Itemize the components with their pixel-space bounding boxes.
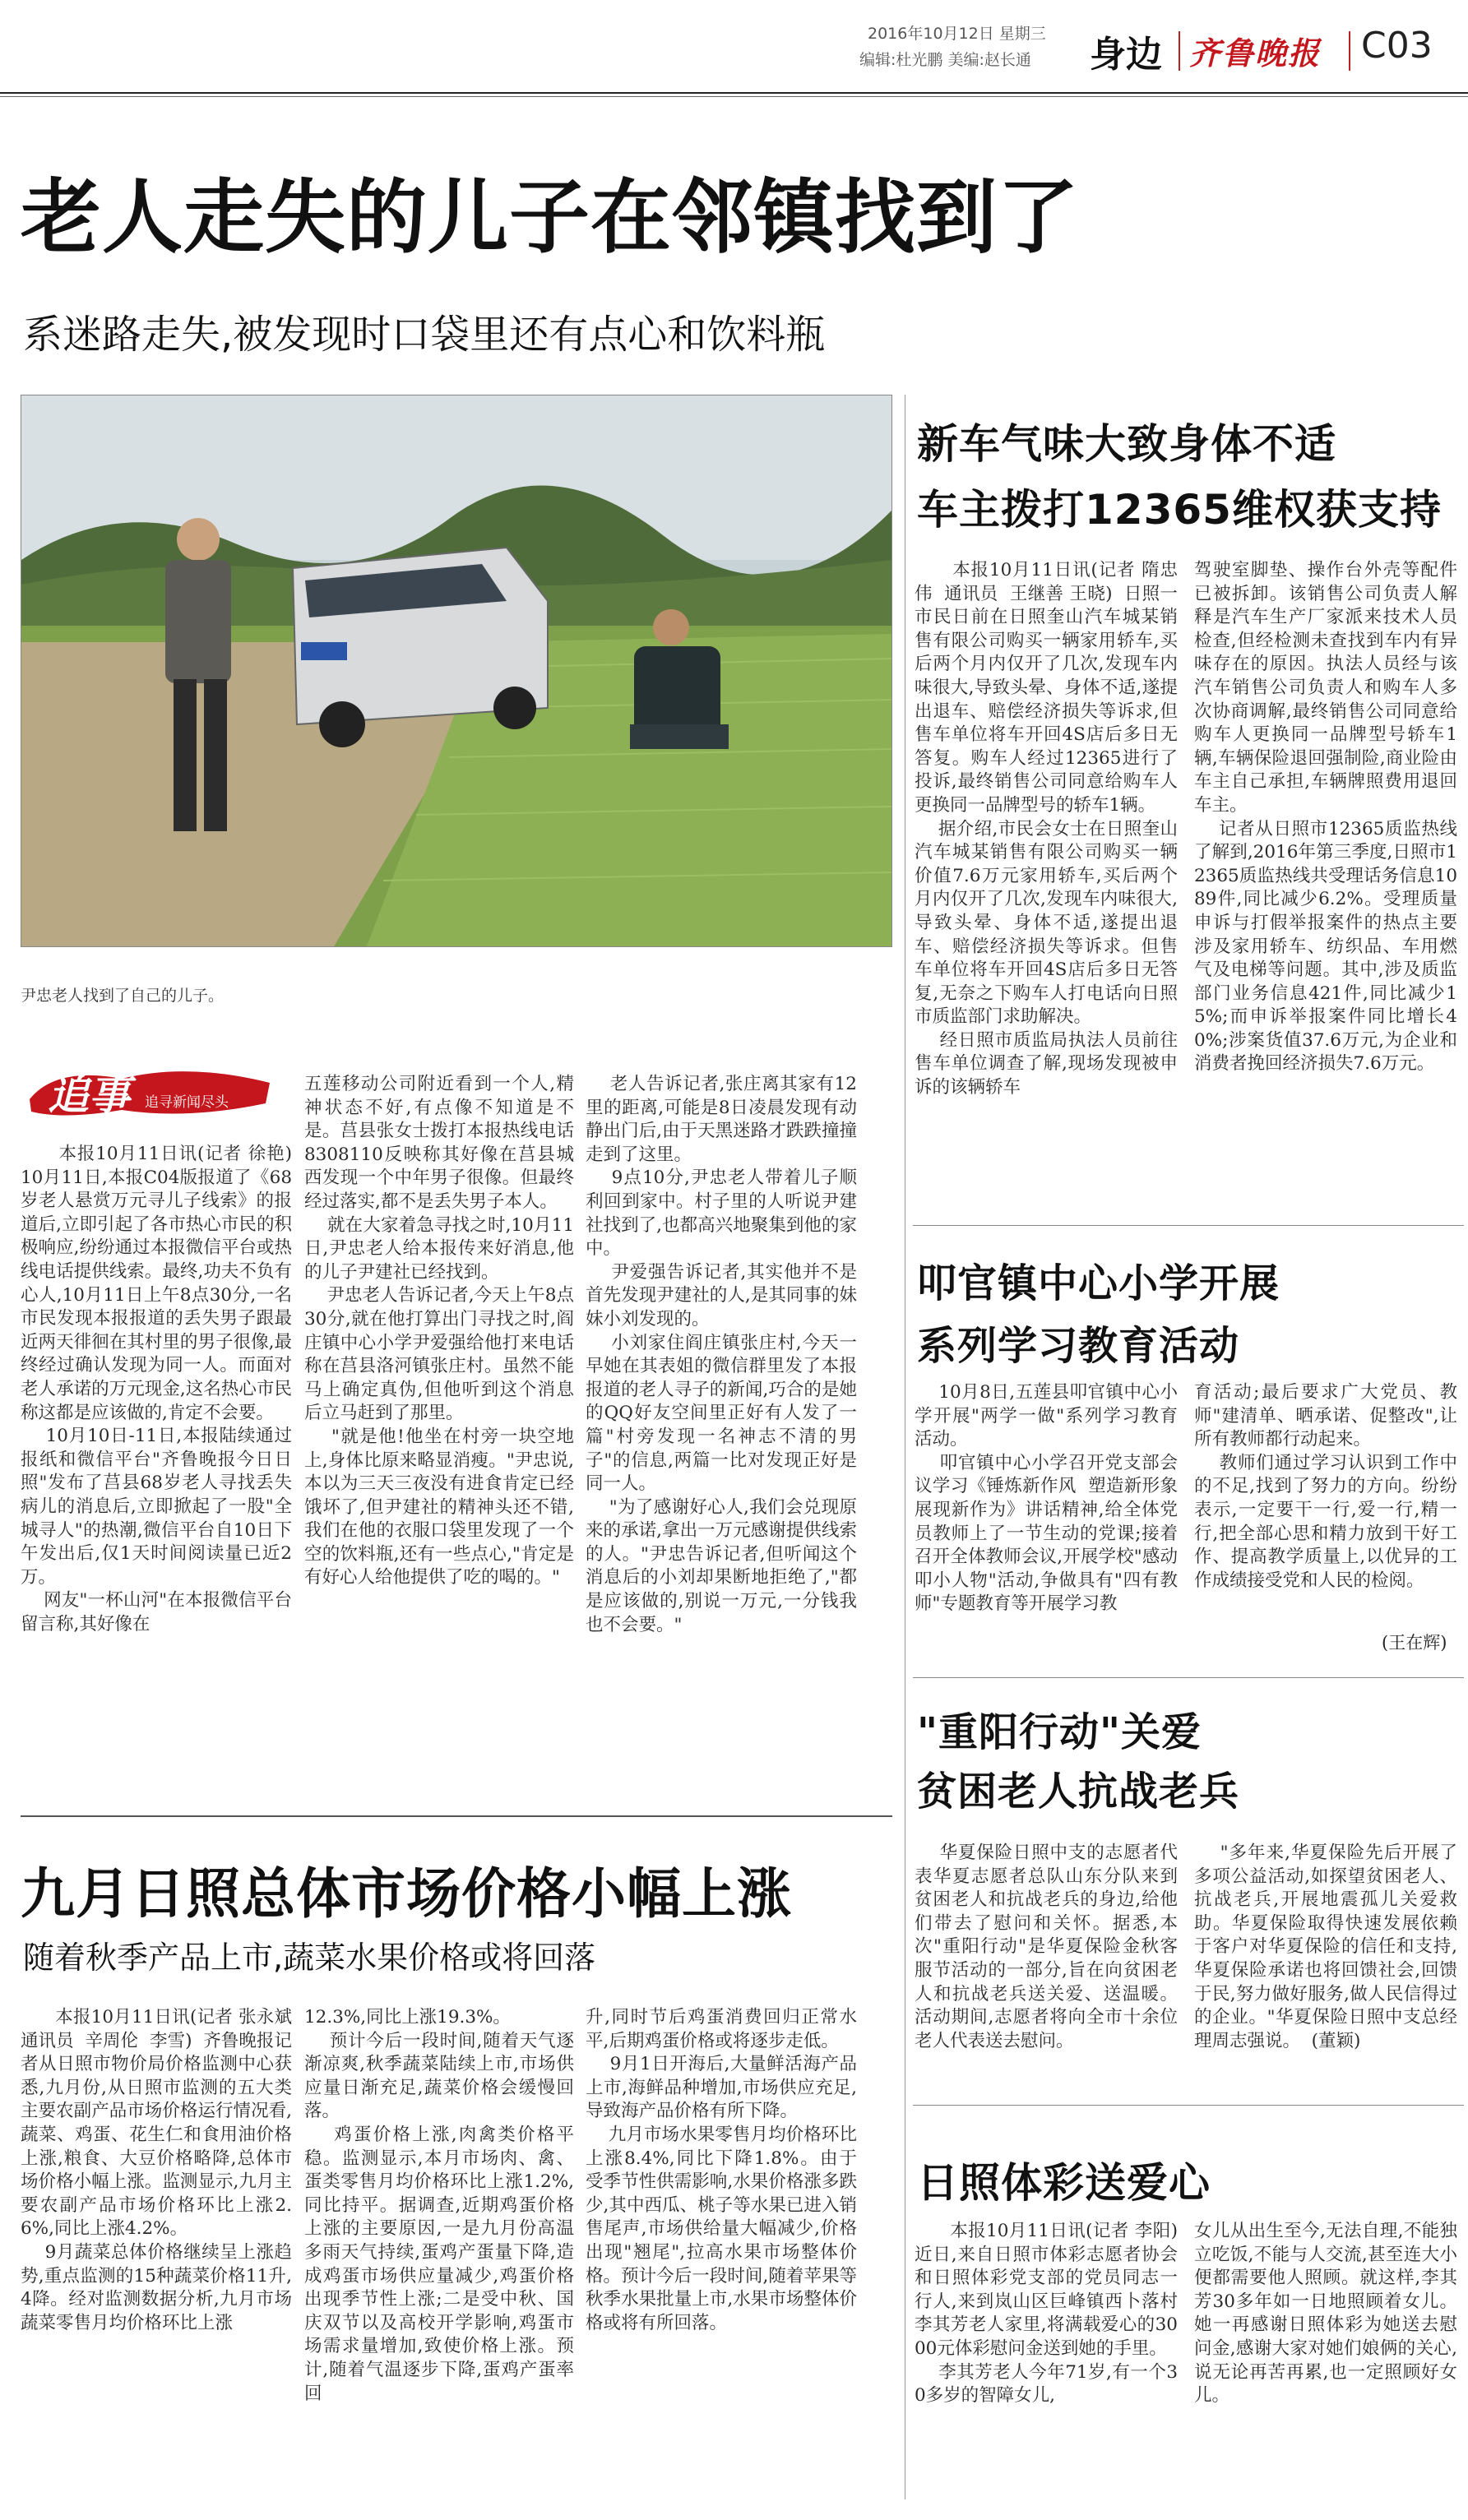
- story5-column-2: 12.3%,同比上涨19.3%。 预计今后一段时间,随着天气逐渐凉爽,秋季蔬菜陆续上市,市场供应量日渐充足,蔬菜价格会缓慢回落。 鸡蛋价格上涨,肉禽类价格平稳。监测显示,本月市场肉、禽、蛋类零售月均价格环比上涨1.2%,同比持平。据调查,近期鸡蛋价格上涨的主要原因,一是九月份高温多雨天气持续,蛋鸡产蛋量下降,造成鸡蛋市场供应量减少,鸡蛋价格出现季节性上涨;二是受中秋、国庆双节以及高校开学影响,鸡蛋市场需求量增加,致使价格上涨。预计,随着气温逐步下降,蛋鸡产蛋率回: [304, 2007, 574, 2404]
- section-label: 身边: [1090, 34, 1162, 76]
- lead-subtitle: 系迷路走失,被发现时口袋里还有点心和饮料瓶: [23, 312, 826, 358]
- story5-subtitle: 随着秋季产品上市,蔬菜水果价格或将回落: [23, 1940, 596, 1976]
- story2-title-2: 车主拨打12365维权获支持: [917, 486, 1442, 534]
- story4-bottom-rule: [913, 2105, 1464, 2106]
- lead-column-1: 本报10月11日讯(记者 徐艳) 10月11日,本报C04版报道了《68岁老人悬赏万元寻儿子线索》的报道后,立即引起了各市热心市民的积极响应,纷纷通过本报微信平台或热线电话提供线索。最终,功夫不负有心人,10月11日上午8点30分,一名市民发现本报报道的丢失男子跟最近两天徘徊在其村里的男子很像,最终经过确认发现为同一人。而面对老人承诺的万元现金,这名热心市民称这都是应该做的,肯定不会要。 10月10日-11日,本报陆续通过报纸和微信平台"齐鲁晚报今日日照"发布了莒县68岁老人寻找丢失病儿的消息后,立即掀起了一股"全城寻人"的热潮,微信平台自10日下午发出后,仅1天时间阅读量已近2万。 网友"一杯山河"在本报微信平台留言称,其好像在: [21, 1144, 293, 1635]
- logo-main-text: 追事: [48, 1070, 130, 1119]
- lead-photo: [21, 395, 892, 947]
- lead-title: 老人走失的儿子在邻镇找到了: [21, 171, 1080, 265]
- story3-author: (王在辉): [1382, 1633, 1447, 1653]
- editors-line: 编辑:杜光鹏 美编:赵长通: [859, 51, 1031, 69]
- section-logo: [23, 1054, 278, 1128]
- masthead-rule-thin: [0, 96, 1468, 97]
- story2-column-2: 驾驶室脚垫、操作台外壳等配件已被拆卸。该销售公司负责人解释是汽车生产厂家派来技术人员检查,但经检测未查找到车内有异味存在的原因。执法人员经与该汽车销售公司负责人和购车人多次协商调解,最终销售公司同意给购车人更换同一品牌型号轿车1辆,车辆保险退回强制险,商业险由车主自己承担,车辆牌照费用退回车主。 记者从日照市12365质监热线了解到,2016年第三季度,日照市12365质监热线共受理话务信息1089件,同比减少6.2%。受理质量申诉与打假举报案件的热点主要涉及家用轿车、纺织品、车用燃气及电梯等问题。其中,涉及质监部门业务信息421件,同比减少15%;而申诉举报案件同比增长40%;涉案货值37.6万元,为企业和消费者挽回经济损失7.6万元。: [1194, 560, 1457, 1075]
- story5-column-3: 升,同时节后鸡蛋消费回归正常水平,后期鸡蛋价格或将逐步走低。 9月1日开海后,大量鲜活海产品上市,海鲜品种增加,市场供应充足,导致海产品价格有所下降。 九月市场水果零售月均价格环比上涨8.4%,同比下降1.8%。由于受季节性供需影响,水果价格涨多跌少,其中西瓜、桃子等水果已进入销售尾声,市场供给量大幅减少,价格出现"翘尾",拉高水果市场整体价格。预计今后一段时间,随着苹果等秋季水果批量上市,水果市场整体价格或将有所回落。: [586, 2007, 857, 2333]
- story5-title: 九月日照总体市场价格小幅上涨: [21, 1862, 792, 1926]
- story3-title-2: 系列学习教育活动: [917, 1323, 1240, 1369]
- story4-title-1: "重阳行动"关爱: [917, 1709, 1202, 1755]
- photo-caption: 尹忠老人找到了自己的儿子。: [21, 987, 225, 1005]
- story3-bottom-rule: [913, 1677, 1464, 1678]
- story3-column-2: 育活动;最后要求广大党员、教师"建清单、晒承诺、促整改",让所有教师都行动起来。 教师们通过学习认识到工作中的不足,找到了努力的方向。纷纷表示,一定要干一行,爱一行,精一行,把全部心思和精力放到干好工作、提高教学质量上,以优异的工作成绩接受党和人民的检阅。: [1194, 1382, 1457, 1591]
- field-scene-image: [21, 395, 891, 946]
- story2-bottom-rule: [913, 1225, 1464, 1226]
- lead-column-3: 老人告诉记者,张庄离其家有12里的距离,可能是8日凌晨发现有动静出门后,由于天黑迷路才跌跌撞撞走到了这里。 9点10分,尹忠老人带着儿子顺利回到家中。村子里的人听说尹建社找到了,也都高兴地聚集到他的家中。 尹爱强告诉记者,其实他并不是首先发现尹建社的人,是其同事的妹妹小刘发现的。 小刘家住阎庄镇张庄村,今天一早她在其表姐的微信群里发了本报报道的老人寻子的新闻,巧合的是她的QQ好友空间里正好有人发了一篇"村旁发现一名神志不清的男子"的信息,两篇一比对发现正好是同一人。 "为了感谢好心人,我们会兑现原来的承诺,拿出一万元感谢提供线索的人。"尹忠告诉记者,但听闻这个消息后的小刘却果断地拒绝了,"都是应该做的,别说一万元,一分钱我也不会要。": [586, 1074, 857, 1635]
- page-code: C03: [1361, 25, 1433, 67]
- story2-title-1: 新车气味大致身体不适: [917, 420, 1336, 468]
- logo-sub-text: 追寻新闻尽头: [145, 1094, 229, 1111]
- story6-column-1: 本报10月11日讯(记者 李阳) 近日,来自日照市体彩志愿者协会和日照体彩党支部的党员同志一行人,来到岚山区巨峰镇西卜落村李其芳老人家里,将满载爱心的3000元体彩慰问金送到她的手里。 李其芳老人今年71岁,有一个30多岁的智障女儿,: [915, 2221, 1179, 2407]
- story3-column-1: 10月8日,五莲县叩官镇中心小学开展"两学一做"系列学习教育活动。 叩官镇中心小学召开党支部会议学习《锤炼新作风 塑造新形象 展现新作为》讲话精神,给全体党员教师上了一节生动的党课;接着召开全体教师会议,开展学校"感动叩小人物"活动,争做具有"四有教师"专题教育等开展学习教: [915, 1382, 1179, 1615]
- story4-column-1: 华夏保险日照中支的志愿者代表华夏志愿者总队山东分队来到贫困老人和抗战老兵的身边,给他们带去了慰问和关怀。据悉,本次"重阳行动"是华夏保险金秋客服节活动的一部分,旨在向贫困老人和抗战老兵送关爱、送温暖。活动期间,志愿者将向全市十余位老人代表送去慰问。: [915, 1843, 1178, 2051]
- paper-logo: 齐鲁晚报: [1189, 35, 1322, 72]
- lead-column-2: 五莲移动公司附近看到一个人,精神状态不好,有点像不知道是不是。莒县张女士拨打本报热线电话8308110反映称其好像在莒县城西发现一个中年男子很像。但最终经过落实,都不是丢失男子本人。 就在大家着急寻找之时,10月11日,尹忠老人给本报传来好消息,他的儿子尹建社已经找到。 尹忠老人告诉记者,今天上午8点30分,就在他打算出门寻找之时,阎庄镇中心小学尹爱强给他打来电话称在莒县洛河镇张庄村。虽然不能马上确定真伪,但他听到这个消息后立马赶到了那里。 "就是他!他坐在村旁一块空地上,身体比原来略显消瘦。"尹忠说,本以为三天三夜没有进食肯定已经饿坏了,但尹建社的精神头还不错,我们在他的衣服口袋里发现了一个空的饮料瓶,还有一些点心,"肯定是有好心人给他提供了吃的喝的。": [304, 1074, 574, 1588]
- story5-top-rule: [21, 1815, 892, 1817]
- story3-title-1: 叩官镇中心小学开展: [917, 1260, 1280, 1306]
- story6-title: 日照体彩送爱心: [917, 2159, 1211, 2207]
- story6-column-2: 女儿从出生至今,无法自理,不能独立吃饭,不能与人交流,甚至连大小便都需要他人照顾。就这样,李其芳30多年如一日地照顾着女儿。她一再感谢日照体彩为她送去慰问金,感谢大家对她们娘俩的关心,说无论再苦再累,也一定照顾好女儿。: [1194, 2221, 1457, 2407]
- story5-column-1: 本报10月11日讯(记者 张永斌 通讯员 辛周伦 李雪) 齐鲁晚报记者从日照市物价局价格监测中心获悉,九月份,从日照市监测的五大类主要农副产品市场价格运行情况看,蔬菜、鸡蛋、花生仁和食用油价格上涨,粮食、大豆价格略降,总体市场价格小幅上涨。监测显示,九月主要农副产品市场价格环比上涨2.6%,同比上涨4.2%。 9月蔬菜总体价格继续呈上涨趋势,重点监测的15种蔬菜价格11升,4降。经对监测数据分析,九月市场蔬菜零售月均价格环比上涨: [21, 2007, 292, 2333]
- masthead-rule: [0, 92, 1468, 94]
- masthead-divider-2: [1349, 31, 1350, 71]
- date-line: 2016年10月12日 星期三: [868, 25, 1046, 43]
- masthead-divider: [1179, 31, 1180, 71]
- story2-column-1: 本报10月11日讯(记者 隋忠伟 通讯员 王继善 王晓) 日照一市民日前在日照奎山汽车城某销售有限公司购买一辆家用轿车,买后两个月内仅开了几次,发现车内味很大,导致头晕、身体不适,遂提出退车、赔偿经济损失等诉求,但售车单位将车开回4S店后多日无答复。购车人经过12365进行了投诉,最终销售公司同意给购车人更换同一品牌型号的轿车1辆。 据介绍,市民会女士在日照奎山汽车城某销售有限公司购买一辆价值7.6万元家用轿车,买后两个月内仅开了几次,发现车内味很大,导致头晕、身体不适,遂提出退车、赔偿经济损失等诉求。但售车单位将车开回4S店后多日无答复,无奈之下购车人打电话向日照市质监部门求助解决。 经日照市质监局执法人员前往售车单位调查了解,现场发现被申诉的该辆轿车: [915, 560, 1178, 1098]
- story4-title-2: 贫困老人抗战老兵: [917, 1769, 1240, 1815]
- story4-column-2: "多年来,华夏保险先后开展了多项公益活动,如探望贫困老人、抗战老兵,开展地震孤儿关爱救助。华夏保险取得快速发展依赖于客户对华夏保险的信任和支持,华夏保险承诺也将回馈社会,回馈于民,努力做好服务,做人民信得过的企业。"华夏保险日照中支总经理周志强说。 (董颖): [1194, 1843, 1457, 2051]
